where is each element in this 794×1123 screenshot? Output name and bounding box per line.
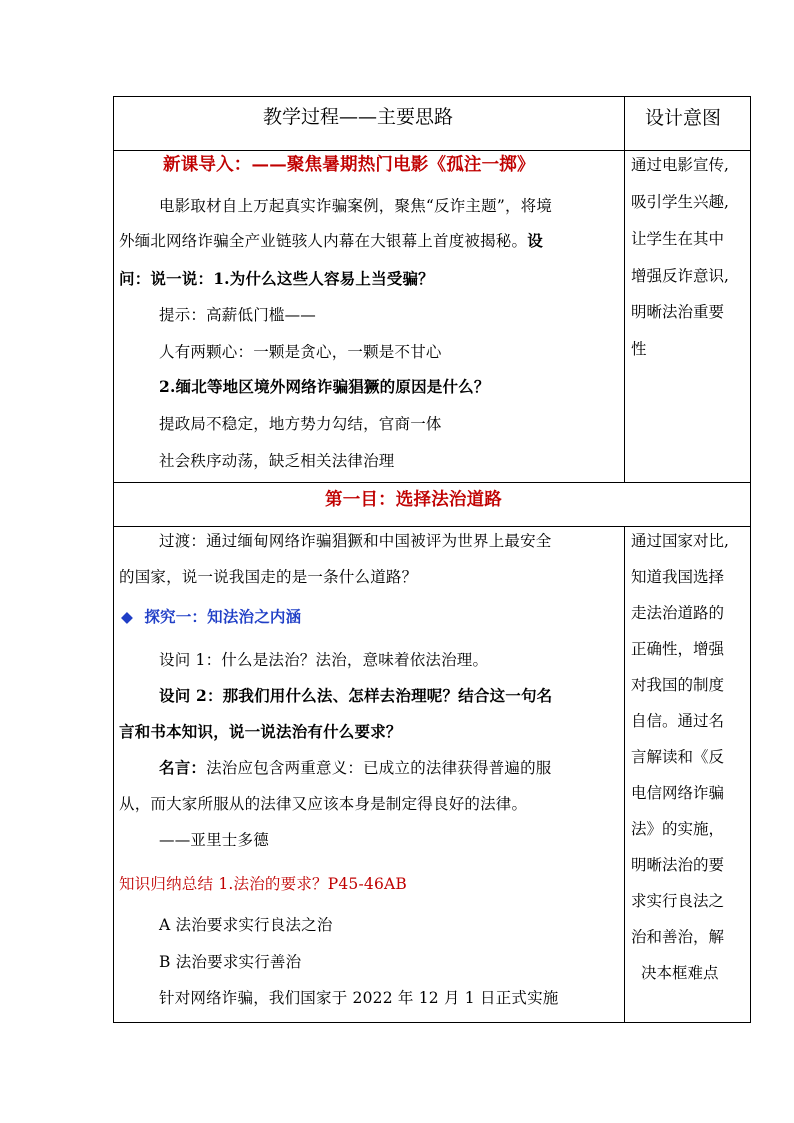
intro-paragraph-line-2-bold: 设: [527, 231, 543, 250]
design-note-11: 求实行良法之: [631, 892, 725, 910]
quote-author: ——亚里士多德: [159, 831, 269, 849]
design-note-10: 明晰法治的要: [631, 856, 725, 874]
row-divider-section-title-bottom: [113, 526, 751, 527]
section-one-title: 第一目：选择法治道路: [325, 490, 502, 510]
requirement-b: B 法治要求实行善治: [159, 953, 302, 971]
design-header: 设计意图: [645, 107, 722, 129]
design-note-7: 言解读和《反: [631, 748, 725, 766]
explore-heading: [121, 606, 301, 628]
intro-question-1: 问：说一说：1.为什么这些人容易上当受骗？: [119, 269, 434, 288]
row-divider-header: [113, 150, 751, 151]
intro-title: 新课导入：——聚焦暑期热门电影《孤注一掷》: [163, 155, 535, 175]
design-note-2: 知道我国选择: [631, 568, 725, 586]
intro-hint-line-1: 提示：高薪低门槛——: [159, 306, 317, 324]
knowledge-summary: 知识归纳总结 1.法治的要求？P45-46AB: [119, 875, 408, 893]
column-divider-bottom: [624, 526, 625, 1023]
intro-answer-line-1: 提政局不稳定，地方势力勾结，官商一体: [159, 415, 442, 433]
quote-line-2: 从，而大家所服从的法律又应该本身是制定得良好的法律。: [119, 795, 528, 813]
closing-line: 针对网络诈骗，我们国家于 2022 年 12 月 1 日正式实施: [159, 989, 559, 1007]
design-note-5: 对我国的制度: [631, 676, 725, 694]
quote-text-line-1: 法治应包含两重意义：已成立的法律获得普遍的服: [206, 759, 552, 777]
requirement-a: A 法治要求实行良法之治: [159, 916, 333, 934]
row-divider-section-title-top: [113, 482, 751, 483]
intro-answer-line-2: 社会秩序动荡，缺乏相关法律治理: [159, 452, 395, 470]
intro-design-note-3: 让学生在其中: [631, 230, 725, 248]
intro-hint-line-2: 人有两颗心：一颗是贪心，一颗是不甘心: [159, 343, 442, 361]
design-note-12: 治和善治，解: [631, 928, 725, 946]
design-note-3: 走法治道路的: [631, 604, 725, 622]
intro-design-note-4: 增强反诈意识,: [631, 267, 729, 285]
design-note-4: 正确性，增强: [631, 640, 725, 658]
design-note-13: 决本框难点: [641, 964, 719, 982]
table-border-left: [113, 96, 114, 1023]
design-note-9: 法》的实施，: [631, 820, 725, 838]
explore-title: 探究一：知法治之内涵: [144, 607, 302, 626]
quote-line-1: [159, 757, 552, 779]
intro-design-note-1: 通过电影宣传,: [631, 156, 729, 174]
question-1: 设问 1：什么是法治？法治，意味着依法治理。: [159, 651, 489, 669]
lesson-plan-table: [113, 96, 751, 1022]
column-divider-top: [624, 96, 625, 483]
diamond-icon: ◆: [121, 607, 134, 626]
intro-design-note-2: 吸引学生兴趣,: [631, 193, 729, 211]
design-note-6: 自信。通过名: [631, 712, 725, 730]
intro-paragraph-line-2: [119, 230, 543, 252]
intro-design-note-6: 性: [631, 340, 647, 358]
table-border-bottom: [113, 1022, 751, 1023]
intro-paragraph-line-2-text: 外缅北网络诈骗全产业链骇人内幕在大银幕上首度被揭秘。: [119, 232, 528, 250]
intro-question-2: 2.缅北等地区境外网络诈骗猖獗的原因是什么？: [159, 377, 490, 396]
question-2-line-1: 设问 2：那我们用什么法、怎样去治理呢？结合这一句名: [159, 686, 553, 705]
process-header: 教学过程——主要思路: [263, 106, 454, 128]
transition-line-2: 的国家，说一说我国走的是一条什么道路？: [119, 568, 418, 586]
design-note-8: 电信网络诈骗: [631, 784, 725, 802]
quote-label: 名言：: [159, 758, 207, 777]
intro-design-note-5: 明晰法治重要: [631, 303, 725, 321]
design-note-1: 通过国家对比,: [631, 532, 729, 550]
table-border-top: [113, 96, 751, 97]
table-border-right: [750, 96, 751, 1023]
transition-line-1: 过渡：通过缅甸网络诈骗猖獗和中国被评为世界上最安全: [159, 532, 552, 550]
intro-paragraph-line-1: 电影取材自上万起真实诈骗案例，聚焦“反诈主题”，将境: [159, 197, 553, 215]
question-2-line-2: 言和书本知识，说一说法治有什么要求？: [119, 722, 402, 741]
